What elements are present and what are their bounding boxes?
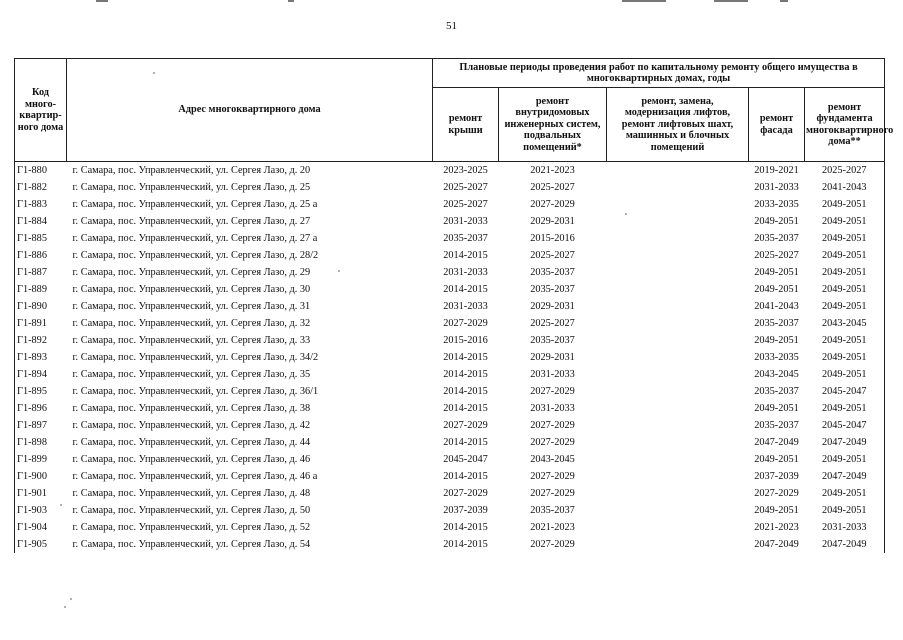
lifts-cell bbox=[607, 247, 749, 264]
table-row bbox=[15, 349, 885, 366]
lifts-cell bbox=[607, 281, 749, 298]
foundation-cell: 2049-2051 bbox=[805, 230, 885, 247]
address-cell: г. Самара, пос. Управленческий, ул. Сергея Лазо, д. 32 bbox=[72, 318, 311, 329]
code-cell: Г1-889 bbox=[15, 281, 67, 298]
lifts-cell bbox=[607, 196, 749, 213]
facade-cell: 2035-2037 bbox=[754, 386, 799, 397]
engineering-cell: 2029-2031 bbox=[530, 352, 575, 363]
engineering-cell: 2027-2029 bbox=[530, 437, 575, 448]
engineering-cell: 2035-2037 bbox=[530, 335, 575, 346]
header-roof: ремонт крыши bbox=[433, 88, 499, 162]
code-cell: Г1-890 bbox=[15, 298, 67, 315]
facade-cell: 2035-2037 bbox=[754, 420, 799, 431]
lifts-cell bbox=[607, 332, 749, 349]
code-cell: Г1-887 bbox=[15, 264, 67, 281]
header-code: Код много-квартир-ного дома bbox=[15, 59, 67, 162]
lifts-cell bbox=[607, 162, 749, 180]
table-row bbox=[15, 400, 885, 417]
table-row bbox=[15, 281, 885, 298]
scan-speck bbox=[625, 213, 627, 215]
foundation-cell: 2049-2051 bbox=[805, 247, 885, 264]
engineering-cell: 2035-2037 bbox=[530, 267, 575, 278]
header-lifts: ремонт, замена, модернизация лифтов, ремонт лифтовых шахт, машинных и блочных помещений bbox=[607, 88, 749, 162]
address-cell: г. Самара, пос. Управленческий, ул. Сергея Лазо, д. 31 bbox=[72, 301, 311, 312]
facade-cell: 2049-2051 bbox=[754, 216, 799, 227]
foundation-cell: 2049-2051 bbox=[805, 502, 885, 519]
table-row bbox=[15, 264, 885, 281]
address-cell: г. Самара, пос. Управленческий, ул. Сергея Лазо, д. 36/1 bbox=[72, 386, 319, 397]
engineering-cell: 2015-2016 bbox=[530, 233, 575, 244]
address-cell: г. Самара, пос. Управленческий, ул. Сергея Лазо, д. 50 bbox=[72, 505, 311, 516]
code-cell: Г1-893 bbox=[15, 349, 67, 366]
roof-cell: 2014-2015 bbox=[443, 403, 488, 414]
lifts-cell bbox=[607, 264, 749, 281]
lifts-cell bbox=[607, 502, 749, 519]
code-cell: Г1-880 bbox=[15, 162, 67, 180]
foundation-cell: 2043-2045 bbox=[805, 315, 885, 332]
header-foundation: ремонт фундамента многоквартирного дома** bbox=[805, 88, 885, 162]
facade-cell: 2031-2033 bbox=[754, 182, 799, 193]
table-row bbox=[15, 536, 885, 553]
roof-cell: 2035-2037 bbox=[443, 233, 488, 244]
facade-cell: 2025-2027 bbox=[754, 250, 799, 261]
scan-speck bbox=[153, 72, 155, 74]
engineering-cell: 2021-2023 bbox=[530, 522, 575, 533]
lifts-cell bbox=[607, 485, 749, 502]
scan-speck bbox=[60, 504, 62, 506]
foundation-cell: 2025-2027 bbox=[805, 162, 885, 180]
lifts-cell bbox=[607, 536, 749, 553]
roof-cell: 2014-2015 bbox=[443, 284, 488, 295]
foundation-cell: 2049-2051 bbox=[805, 196, 885, 213]
header-engineering: ремонт внутридомовых инженерных систем, подвальных помещений* bbox=[499, 88, 607, 162]
foundation-cell: 2045-2047 bbox=[805, 417, 885, 434]
engineering-cell: 2031-2033 bbox=[530, 369, 575, 380]
facade-cell: 2049-2051 bbox=[754, 505, 799, 516]
lifts-cell bbox=[607, 366, 749, 383]
scan-top-marks bbox=[0, 0, 903, 6]
foundation-cell: 2047-2049 bbox=[805, 536, 885, 553]
lifts-cell bbox=[607, 349, 749, 366]
table-row bbox=[15, 332, 885, 349]
address-cell: г. Самара, пос. Управленческий, ул. Сергея Лазо, д. 44 bbox=[72, 437, 311, 448]
roof-cell: 2014-2015 bbox=[443, 369, 488, 380]
table-row bbox=[15, 485, 885, 502]
foundation-cell: 2049-2051 bbox=[805, 349, 885, 366]
engineering-cell: 2025-2027 bbox=[530, 318, 575, 329]
code-cell: Г1-882 bbox=[15, 179, 67, 196]
engineering-cell: 2027-2029 bbox=[530, 488, 575, 499]
engineering-cell: 2035-2037 bbox=[530, 505, 575, 516]
code-cell: Г1-883 bbox=[15, 196, 67, 213]
address-cell: г. Самара, пос. Управленческий, ул. Сергея Лазо, д. 38 bbox=[72, 403, 311, 414]
table-row bbox=[15, 502, 885, 519]
table-row bbox=[15, 179, 885, 196]
engineering-cell: 2029-2031 bbox=[530, 216, 575, 227]
scan-speck bbox=[338, 270, 340, 272]
facade-cell: 2049-2051 bbox=[754, 335, 799, 346]
roof-cell: 2027-2029 bbox=[443, 488, 488, 499]
facade-cell: 2049-2051 bbox=[754, 454, 799, 465]
table-row bbox=[15, 434, 885, 451]
facade-cell: 2037-2039 bbox=[754, 471, 799, 482]
address-cell: г. Самара, пос. Управленческий, ул. Сергея Лазо, д. 48 bbox=[72, 488, 311, 499]
foundation-cell: 2049-2051 bbox=[805, 213, 885, 230]
table-row bbox=[15, 519, 885, 536]
roof-cell: 2014-2015 bbox=[443, 437, 488, 448]
roof-cell: 2015-2016 bbox=[443, 335, 488, 346]
foundation-cell: 2049-2051 bbox=[805, 366, 885, 383]
engineering-cell: 2029-2031 bbox=[530, 301, 575, 312]
table-row bbox=[15, 230, 885, 247]
address-cell: г. Самара, пос. Управленческий, ул. Сергея Лазо, д. 34/2 bbox=[72, 352, 319, 363]
roof-cell: 2027-2029 bbox=[443, 420, 488, 431]
code-cell: Г1-900 bbox=[15, 468, 67, 485]
table-row bbox=[15, 451, 885, 468]
code-cell: Г1-901 bbox=[15, 485, 67, 502]
code-cell: Г1-903 bbox=[15, 502, 67, 519]
lifts-cell bbox=[607, 434, 749, 451]
table-row bbox=[15, 247, 885, 264]
address-cell: г. Самара, пос. Управленческий, ул. Сергея Лазо, д. 46 а bbox=[72, 471, 318, 482]
facade-cell: 2043-2045 bbox=[754, 369, 799, 380]
code-cell: Г1-905 bbox=[15, 536, 67, 553]
roof-cell: 2031-2033 bbox=[443, 267, 488, 278]
foundation-cell: 2049-2051 bbox=[805, 281, 885, 298]
facade-cell: 2047-2049 bbox=[754, 539, 799, 550]
roof-cell: 2014-2015 bbox=[443, 522, 488, 533]
roof-cell: 2031-2033 bbox=[443, 301, 488, 312]
address-cell: г. Самара, пос. Управленческий, ул. Сергея Лазо, д. 33 bbox=[72, 335, 311, 346]
facade-cell: 2033-2035 bbox=[754, 199, 799, 210]
code-cell: Г1-897 bbox=[15, 417, 67, 434]
engineering-cell: 2025-2027 bbox=[530, 250, 575, 261]
facade-cell: 2047-2049 bbox=[754, 437, 799, 448]
roof-cell: 2014-2015 bbox=[443, 250, 488, 261]
engineering-cell: 2027-2029 bbox=[530, 386, 575, 397]
facade-cell: 2041-2043 bbox=[754, 301, 799, 312]
foundation-cell: 2049-2051 bbox=[805, 264, 885, 281]
lifts-cell bbox=[607, 400, 749, 417]
foundation-cell: 2049-2051 bbox=[805, 451, 885, 468]
roof-cell: 2031-2033 bbox=[443, 216, 488, 227]
address-cell: г. Самара, пос. Управленческий, ул. Сергея Лазо, д. 27 а bbox=[72, 233, 318, 244]
lifts-cell bbox=[607, 519, 749, 536]
code-cell: Г1-885 bbox=[15, 230, 67, 247]
engineering-cell: 2043-2045 bbox=[530, 454, 575, 465]
roof-cell: 2014-2015 bbox=[443, 386, 488, 397]
roof-cell: 2025-2027 bbox=[443, 199, 488, 210]
roof-cell: 2027-2029 bbox=[443, 318, 488, 329]
facade-cell: 2049-2051 bbox=[754, 284, 799, 295]
roof-cell: 2014-2015 bbox=[443, 471, 488, 482]
code-cell: Г1-895 bbox=[15, 383, 67, 400]
engineering-cell: 2027-2029 bbox=[530, 199, 575, 210]
roof-cell: 2023-2025 bbox=[443, 165, 488, 176]
header-address: Адрес многоквартирного дома bbox=[67, 59, 433, 162]
facade-cell: 2049-2051 bbox=[754, 403, 799, 414]
roof-cell: 2025-2027 bbox=[443, 182, 488, 193]
header-facade: ремонт фасада bbox=[749, 88, 805, 162]
address-cell: г. Самара, пос. Управленческий, ул. Сергея Лазо, д. 28/2 bbox=[72, 250, 319, 261]
capital-repair-table bbox=[14, 58, 894, 553]
table-row bbox=[15, 366, 885, 383]
roof-cell: 2014-2015 bbox=[443, 539, 488, 550]
lifts-cell bbox=[607, 383, 749, 400]
scan-speck bbox=[70, 598, 72, 600]
lifts-cell bbox=[607, 179, 749, 196]
address-cell: г. Самара, пос. Управленческий, ул. Сергея Лазо, д. 42 bbox=[72, 420, 311, 431]
foundation-cell: 2041-2043 bbox=[805, 179, 885, 196]
foundation-cell: 2049-2051 bbox=[805, 332, 885, 349]
facade-cell: 2021-2023 bbox=[754, 522, 799, 533]
address-cell: г. Самара, пос. Управленческий, ул. Сергея Лазо, д. 54 bbox=[72, 539, 311, 550]
table-row bbox=[15, 468, 885, 485]
facade-cell: 2019-2021 bbox=[754, 165, 799, 176]
address-cell: г. Самара, пос. Управленческий, ул. Сергея Лазо, д. 27 bbox=[72, 216, 311, 227]
address-cell: г. Самара, пос. Управленческий, ул. Сергея Лазо, д. 35 bbox=[72, 369, 311, 380]
code-cell: Г1-892 bbox=[15, 332, 67, 349]
engineering-cell: 2035-2037 bbox=[530, 284, 575, 295]
roof-cell: 2045-2047 bbox=[443, 454, 488, 465]
header-periods: Плановые периоды проведения работ по капитальному ремонту общего имущества в многоквартирных домах, годы bbox=[433, 59, 885, 88]
foundation-cell: 2049-2051 bbox=[805, 298, 885, 315]
foundation-cell: 2031-2033 bbox=[805, 519, 885, 536]
table-body bbox=[15, 162, 885, 554]
code-cell: Г1-894 bbox=[15, 366, 67, 383]
engineering-cell: 2025-2027 bbox=[530, 182, 575, 193]
lifts-cell bbox=[607, 213, 749, 230]
roof-cell: 2014-2015 bbox=[443, 352, 488, 363]
code-cell: Г1-891 bbox=[15, 315, 67, 332]
facade-cell: 2033-2035 bbox=[754, 352, 799, 363]
address-cell: г. Самара, пос. Управленческий, ул. Сергея Лазо, д. 30 bbox=[72, 284, 311, 295]
engineering-cell: 2031-2033 bbox=[530, 403, 575, 414]
code-cell: Г1-896 bbox=[15, 400, 67, 417]
table-row bbox=[15, 417, 885, 434]
lifts-cell bbox=[607, 451, 749, 468]
engineering-cell: 2021-2023 bbox=[530, 165, 575, 176]
foundation-cell: 2049-2051 bbox=[805, 485, 885, 502]
table-row bbox=[15, 383, 885, 400]
scan-speck bbox=[64, 606, 66, 608]
foundation-cell: 2047-2049 bbox=[805, 434, 885, 451]
code-cell: Г1-898 bbox=[15, 434, 67, 451]
table-row bbox=[15, 213, 885, 230]
facade-cell: 2049-2051 bbox=[754, 267, 799, 278]
table-row bbox=[15, 298, 885, 315]
foundation-cell: 2049-2051 bbox=[805, 400, 885, 417]
facade-cell: 2027-2029 bbox=[754, 488, 799, 499]
code-cell: Г1-884 bbox=[15, 213, 67, 230]
facade-cell: 2035-2037 bbox=[754, 233, 799, 244]
address-cell: г. Самара, пос. Управленческий, ул. Сергея Лазо, д. 29 bbox=[72, 267, 311, 278]
engineering-cell: 2027-2029 bbox=[530, 420, 575, 431]
foundation-cell: 2047-2049 bbox=[805, 468, 885, 485]
address-cell: г. Самара, пос. Управленческий, ул. Сергея Лазо, д. 46 bbox=[72, 454, 311, 465]
table-row bbox=[15, 196, 885, 213]
lifts-cell bbox=[607, 417, 749, 434]
address-cell: г. Самара, пос. Управленческий, ул. Сергея Лазо, д. 25 bbox=[72, 182, 311, 193]
lifts-cell bbox=[607, 315, 749, 332]
address-cell: г. Самара, пос. Управленческий, ул. Сергея Лазо, д. 52 bbox=[72, 522, 311, 533]
table-row bbox=[15, 315, 885, 332]
lifts-cell bbox=[607, 298, 749, 315]
lifts-cell bbox=[607, 468, 749, 485]
facade-cell: 2035-2037 bbox=[754, 318, 799, 329]
table-row bbox=[15, 162, 885, 180]
roof-cell: 2037-2039 bbox=[443, 505, 488, 516]
code-cell: Г1-899 bbox=[15, 451, 67, 468]
code-cell: Г1-904 bbox=[15, 519, 67, 536]
lifts-cell bbox=[607, 230, 749, 247]
engineering-cell: 2027-2029 bbox=[530, 539, 575, 550]
address-cell: г. Самара, пос. Управленческий, ул. Сергея Лазо, д. 20 bbox=[72, 165, 311, 176]
page-number: 51 bbox=[446, 20, 457, 32]
foundation-cell: 2045-2047 bbox=[805, 383, 885, 400]
code-cell: Г1-886 bbox=[15, 247, 67, 264]
address-cell: г. Самара, пос. Управленческий, ул. Сергея Лазо, д. 25 а bbox=[72, 199, 318, 210]
engineering-cell: 2027-2029 bbox=[530, 471, 575, 482]
